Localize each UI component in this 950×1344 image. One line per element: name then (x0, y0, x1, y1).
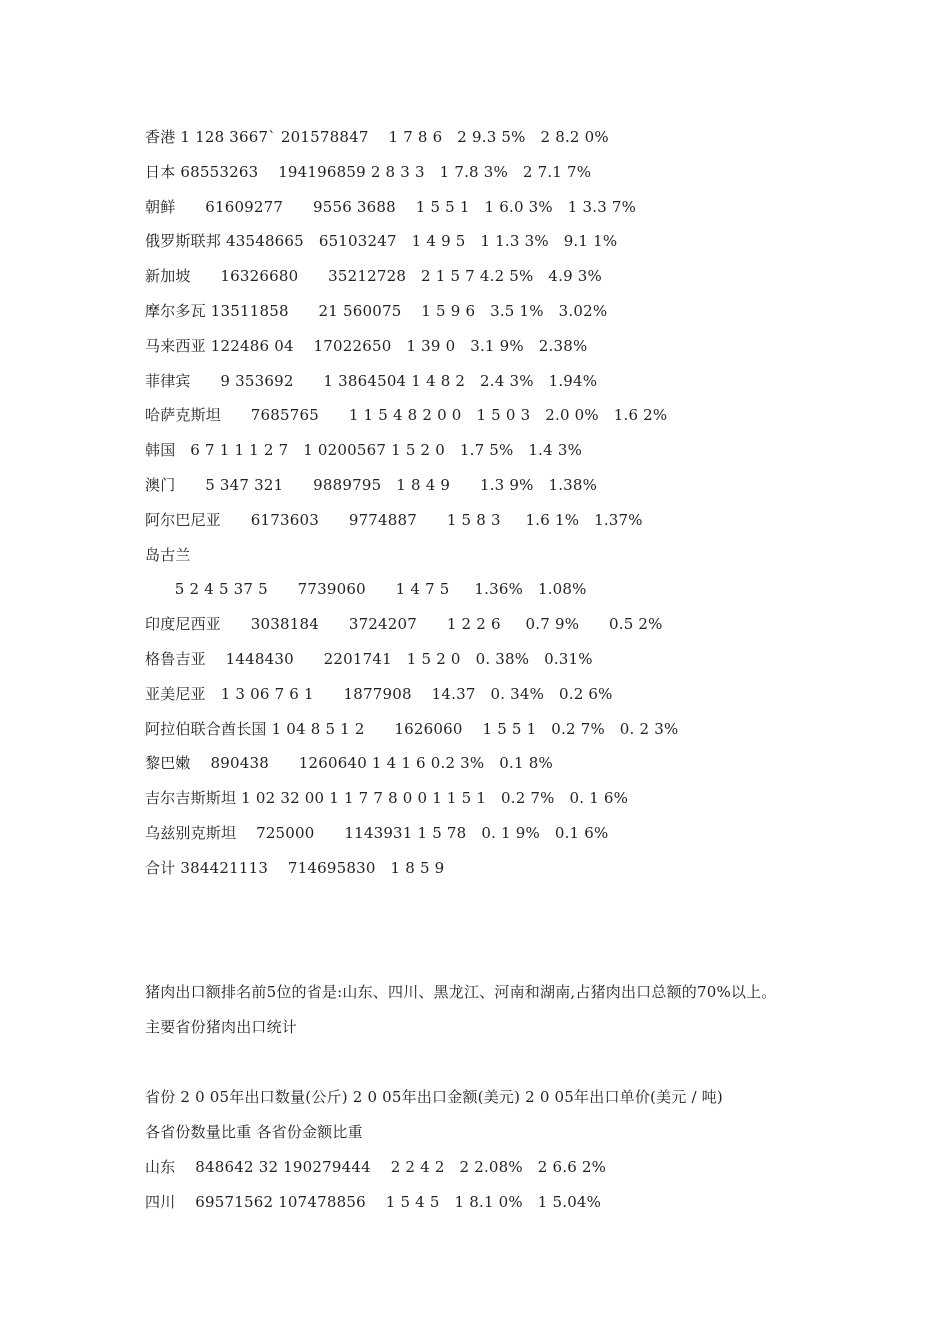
section-title: 主要省份猪肉出口统计 (145, 1018, 298, 1036)
table-row: 阿尔巴尼亚 6173603 9774887 1 5 8 3 1.6 1% 1.37% (145, 510, 643, 529)
table-row: 吉尔吉斯斯坦 1 02 32 00 1 1 7 7 8 0 0 1 1 5 1 0.2 7% 0. 1 6% (145, 789, 629, 808)
table-row: 摩尔多瓦 13511858 21 560075 1 5 9 6 3.5 1% 3.02% (145, 302, 608, 320)
table-row: 香港 1 128 3667` 201578847 1 7 8 6 2 9.3 5% 2 8.2 0% (145, 128, 609, 146)
table-row: 澳门 5 347 321 9889795 1 8 4 9 1.3 9% 1.38% (145, 476, 598, 494)
table-row: 新加坡 16326680 35212728 2 1 5 7 4.2 5% 4.9 3% (145, 267, 603, 286)
table-row: 朝鲜 61609277 9556 3688 1 5 5 1 1 6.0 3% 1 3.3 7% (145, 197, 637, 216)
table-row: 阿拉伯联合酋长国 1 04 8 5 1 2 1626060 1 5 5 1 0.2 7% 0. 2 3% (145, 719, 679, 738)
province-summary-paragraph: 猪肉出口额排名前5位的省是:山东、四川、黑龙江、河南和湖南,占猪肉出口总额的70%以上。 (145, 983, 777, 1001)
table-row: 哈萨克斯坦 7685765 1 1 5 4 8 2 0 0 1 5 0 3 2.0 0% 1.6 2% (145, 406, 668, 425)
table-row: 山东 848642 32 190279444 2 2 4 2 2 2.08% 2 6.6 2% (145, 1158, 607, 1176)
table-row: 韩国 6 7 1 1 1 2 7 1 0200567 1 5 2 0 1.7 5% 1.4 3% (145, 441, 583, 460)
table-row: 合计 384421113 714695830 1 8 5 9 (145, 858, 445, 877)
table-row: 印度尼西亚 3038184 3724207 1 2 2 6 0.7 9% 0.5 2% (145, 615, 663, 634)
table-row: 5 2 4 5 37 5 7739060 1 4 7 5 1.36% 1.08% (145, 580, 587, 599)
table-row: 马来西亚 122486 04 17022650 1 39 0 3.1 9% 2.38% (145, 336, 588, 355)
table-row: 亚美尼亚 1 3 06 7 6 1 1877908 14.37 0. 34% 0.2 6% (145, 684, 613, 703)
table-row: 黎巴嫩 890438 1260640 1 4 1 6 0.2 3% 0.1 8% (145, 754, 553, 773)
table-row: 四川 69571562 107478856 1 5 4 5 1 8.1 0% 1 5.04% (145, 1193, 602, 1211)
table-row: 乌兹别克斯坦 725000 1143931 1 5 78 0. 1 9% 0.1 6% (145, 824, 609, 842)
table-header-line-2: 各省份数量比重 各省份金额比重 (145, 1123, 363, 1141)
table-row: 菲律宾 9 353692 1 3864504 1 4 8 2 2.4 3% 1.94% (145, 371, 598, 390)
table-header-line-1: 省份 2 0 05年出口数量(公斤) 2 0 05年出口金额(美元) 2 0 05年出口单价(美元 / 吨) (145, 1088, 723, 1106)
table-row: 岛古兰 (145, 545, 191, 564)
table-row: 俄罗斯联邦 43548665 65103247 1 4 9 5 1 1.3 3% 9.1 1% (145, 232, 618, 251)
table-row: 格鲁吉亚 1448430 2201741 1 5 2 0 0. 38% 0.31% (145, 650, 593, 668)
table-row: 日本 68553263 194196859 2 8 3 3 1 7.8 3% 2 7.1 7% (145, 162, 592, 181)
